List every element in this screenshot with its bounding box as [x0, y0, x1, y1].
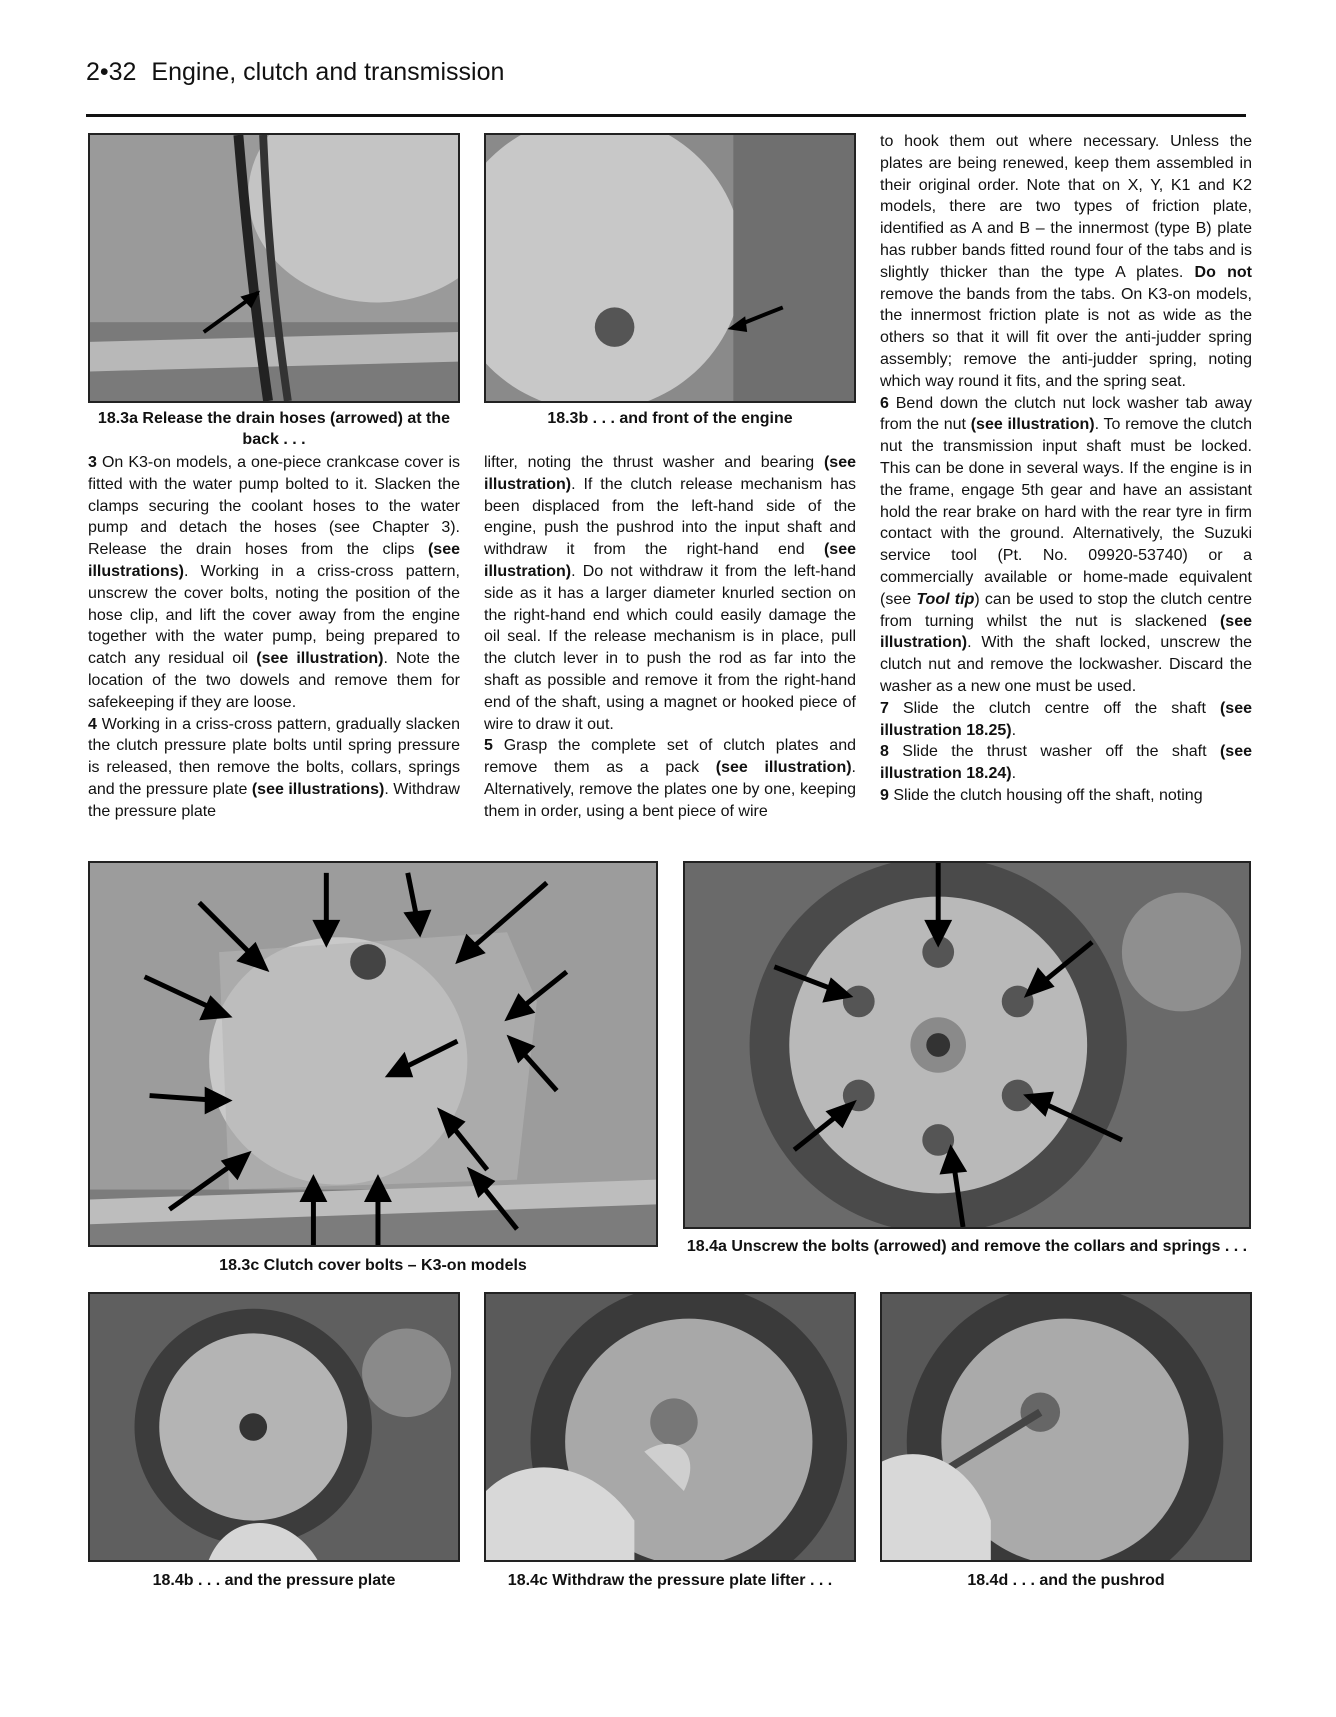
photo-18-3c — [88, 861, 658, 1247]
caption-18-4d: 18.4d . . . and the pushrod — [967, 1572, 1165, 1589]
photo-18-4b — [88, 1292, 460, 1562]
photo-18-4d — [880, 1292, 1252, 1562]
text-column-2 — [484, 452, 856, 823]
paragraph-7: 7 Slide the clutch centre off the shaft (see illustration 18.25). — [880, 699, 1252, 739]
caption-18-3b: 18.3b . . . and front of the engine — [547, 410, 793, 427]
photo-18-4a — [683, 861, 1251, 1229]
paragraph-9: 9 Slide the clutch housing off the shaft, noting — [880, 786, 1203, 804]
caption-18-3a: 18.3a Release the drain hoses (arrowed) at the back . . . — [97, 410, 451, 448]
caption-18-4c: 18.4c Withdraw the pressure plate lifter . . . — [507, 1572, 833, 1589]
paragraph-4-cont: lifter, noting the thrust washer and bearing (see illustration). If the clutch release mechanism has been displaced from the left-hand side of the engine, push the pushrod into the input shaft and withdraw it from the right-hand end (see illustration). Do not withdraw it from the left-hand side as it has a larger diameter knurled section on the right-hand end which could easily damage the oil seal. If the release mechanism is in place, pull the clutch lever in to push the rod as far into the shaft as possible and remove it from the right-hand end of the shaft, using a magnet or hooked piece of wire to draw it out. — [484, 454, 856, 733]
caption-18-3c: 18.3c Clutch cover bolts – K3-on models — [219, 1257, 527, 1274]
paragraph-3: 3 On K3-on models, a one-piece crankcase cover is fitted with the water pump bolted to it. Slacken the clamps securing the coolant hoses to the water pump and detach the hoses (see Chapter 3). Release the drain hoses from the clips (see illustrations). Working in a criss-cross pattern, unscrew the cover bolts, noting the position of the hose clip, and lift the cover away from the engine together with the water pump, being prepared to catch any residual oil (see illustration). Note the location of the two dowels and remove them for safekeeping if they are loose. — [88, 454, 461, 711]
header-rule — [86, 114, 1246, 117]
text-column-3 — [880, 131, 1252, 807]
paragraph-5-cont: to hook them out where necessary. Unless the plates are being renewed, keep them assembled in their original order. Note that on X, Y, K1 and K2 models, there are two types of friction plate, identified as A and B – the innermost (type B) plate has rubber bands fitted round four of the tabs and is slightly thicker than the type A plates. Do not remove the bands from the tabs. On K3-on models, the innermost friction plate is not as wide as the others so that it will fit over the anti-judder spring assembly; remove the anti-judder spring, noting which way round it fits, and the spring seat. — [880, 133, 1252, 390]
paragraph-6: 6 Bend down the clutch nut lock washer tab away from the nut (see illustration). To remove the clutch nut the transmission input shaft must be locked. This can be done in several ways. If the engine is in the frame, engage 5th gear and have an assistant hold the rear brake on hard with the rear tyre in firm contact with the ground. Alternatively, the Suzuki service tool (Pt. No. 09920-53740) or a commercially available or home-made equivalent (see Tool tip) can be used to stop the clutch centre from turning whilst the nut is slackened (see illustration). With the shaft locked, unscrew the clutch nut and remove the lockwasher. Discard the washer as a new one must be used. — [880, 394, 1252, 695]
paragraph-5: 5 Grasp the complete set of clutch plates and remove them as a pack (see illustration). Alternatively, remove the plates one by one, keeping them in order, using a bent piece of wire — [484, 737, 856, 820]
photo-18-4c — [484, 1292, 856, 1562]
photo-18-3a — [88, 133, 460, 403]
page-header — [86, 58, 504, 87]
page-number: 2•32 — [86, 58, 137, 86]
caption-18-4a: 18.4a Unscrew the bolts (arrowed) and remove the collars and springs . . . — [686, 1238, 1248, 1255]
paragraph-4: 4 Working in a criss-cross pattern, gradually slacken the clutch pressure plate bolts until spring pressure is released, then remove the bolts, collars, springs and the pressure plate (see illustrations). Withdraw the pressure plate — [88, 715, 460, 820]
text-column-1 — [88, 452, 460, 823]
photo-18-3b — [484, 133, 856, 403]
paragraph-8: 8 Slide the thrust washer off the shaft (see illustration 18.24). — [880, 743, 1252, 783]
chapter-title: Engine, clutch and transmission — [151, 58, 505, 86]
caption-18-4b: 18.4b . . . and the pressure plate — [152, 1572, 396, 1589]
